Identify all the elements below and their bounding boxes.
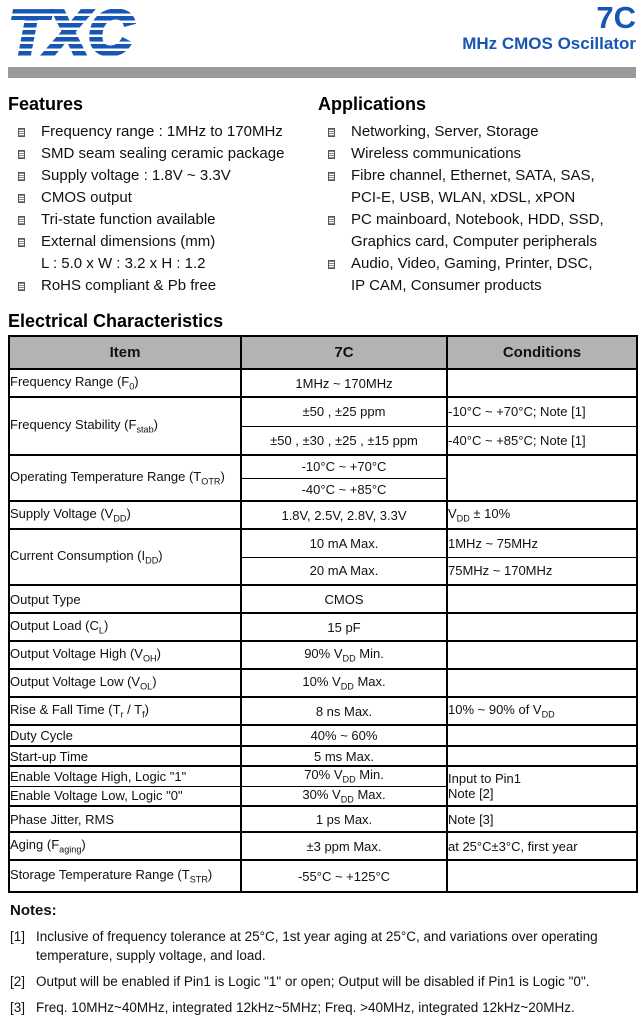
application-text: Wireless communications: [351, 145, 522, 162]
cell-item: Rise & Fall Time $(T_r / T_f)$: [9, 697, 241, 725]
notes-section: [8, 902, 636, 1017]
cell-conditions: [447, 725, 637, 746]
table-row: [9, 501, 637, 529]
feature-text: Frequency range : 1MHz to 170MHz: [41, 123, 283, 140]
list-item: [18, 165, 318, 187]
header-right: [462, 2, 636, 54]
note-ref: [1]: [10, 929, 26, 944]
cell-value: 1 ps Max.: [241, 806, 447, 832]
table-row: [9, 860, 637, 892]
cell-item: Supply Voltage $(V_{DD})$: [9, 501, 241, 529]
page-header: [8, 0, 636, 67]
table-row: [9, 669, 637, 697]
list-item: [18, 121, 318, 143]
list-item: [18, 143, 318, 165]
cell-item: Duty Cycle: [9, 725, 241, 746]
cell-conditions: 10% ~ 90% of $V_{DD}$: [447, 697, 637, 725]
list-item: [18, 231, 318, 275]
cell-value: ±3 ppm Max.: [241, 832, 447, 860]
square-bullet-icon: [18, 238, 25, 247]
cell-item: Frequency Range $(F_0)$: [9, 369, 241, 397]
cell-conditions: [447, 641, 637, 669]
feature-text: CMOS output: [41, 189, 132, 206]
square-bullet-icon: [328, 172, 335, 181]
note-item: [10, 972, 636, 991]
note-item: [10, 998, 636, 1017]
column-header-conditions: Conditions: [447, 336, 637, 369]
note-ref: [3]: [10, 1000, 26, 1015]
cell-value: 20 mA Max.: [241, 557, 447, 585]
note-text: Output will be enabled if Pin1 is Logic "1" or open; Output will be disabled if Pin1 is Logic "0".: [36, 974, 590, 989]
cell-value: 10 mA Max.: [241, 529, 447, 557]
list-item: [328, 143, 636, 165]
note-item: [10, 927, 636, 965]
feature-text: SMD seam sealing ceramic package: [41, 145, 285, 162]
cell-value: -40°C ~ +85°C: [241, 478, 447, 501]
list-item: [18, 275, 318, 297]
cell-value: 90% $V_{DD}$ Min.: [241, 641, 447, 669]
list-item: [328, 209, 636, 253]
table-row: [9, 455, 637, 478]
cell-conditions: Note [3]: [447, 806, 637, 832]
applications-title: Applications: [318, 94, 427, 114]
cell-item: Start-up Time: [9, 746, 241, 766]
list-item: [18, 209, 318, 231]
square-bullet-icon: [18, 216, 25, 225]
cell-item: Current Consumption $(I_{DD})$: [9, 529, 241, 585]
applications-column: [318, 94, 636, 297]
cell-item: Enable Voltage High, Logic "1": [9, 766, 241, 786]
cell-conditions: [447, 585, 637, 613]
product-name: 7C: [596, 0, 636, 35]
list-item: [328, 253, 636, 297]
table-row: [9, 725, 637, 746]
cell-value: 1.8V, 2.5V, 2.8V, 3.3V: [241, 501, 447, 529]
cell-conditions: -10°C ~ +70°C; Note [1]: [447, 397, 637, 426]
cell-item: Operating Temperature Range $(T_{OTR})$: [9, 455, 241, 501]
cell-conditions: [447, 669, 637, 697]
cell-conditions: $V_{DD} \pm 10\%$: [447, 501, 637, 529]
cell-value: ±50 , ±30 , ±25 , ±15 ppm: [241, 426, 447, 455]
cell-value: -55°C ~ +125°C: [241, 860, 447, 892]
table-row: [9, 832, 637, 860]
cell-value: CMOS: [241, 585, 447, 613]
table-row: [9, 641, 637, 669]
cell-conditions: [447, 860, 637, 892]
cell-value: 5 ms Max.: [241, 746, 447, 766]
cell-value: 40% ~ 60%: [241, 725, 447, 746]
feature-text: Tri-state function available: [41, 211, 216, 228]
note-text: Inclusive of frequency tolerance at 25°C, 1st year aging at 25°C, and variations over operating temperature, supply voltage, and load.: [36, 929, 598, 963]
table-row: [9, 529, 637, 557]
applications-list: [318, 121, 636, 297]
table-row: [9, 613, 637, 641]
cell-value: -10°C ~ +70°C: [241, 455, 447, 478]
feature-text: RoHS compliant & Pb free: [41, 277, 217, 294]
cell-item: Storage Temperature Range $(T_{STR})$: [9, 860, 241, 892]
cell-value: 30% $V_{DD}$ Max.: [241, 786, 447, 806]
table-row: [9, 766, 637, 786]
column-header-item: Item: [9, 336, 241, 369]
cell-item: Enable Voltage Low, Logic "0": [9, 786, 241, 806]
square-bullet-icon: [18, 150, 25, 159]
table-row: [9, 369, 637, 397]
table-row: [9, 397, 637, 426]
txc-logo: [8, 2, 158, 62]
list-item: [328, 121, 636, 143]
square-bullet-icon: [18, 128, 25, 137]
electrical-characteristics-title: Electrical Characteristics: [8, 311, 224, 331]
features-title: Features: [8, 94, 84, 114]
square-bullet-icon: [328, 260, 335, 269]
table-row: [9, 697, 637, 725]
table-header-row: [9, 336, 637, 369]
cell-value: 1MHz ~ 170MHz: [241, 369, 447, 397]
application-text: Audio, Video, Gaming, Printer, DSC, IP CAM, Consumer products: [351, 255, 593, 294]
cell-value: ±50 , ±25 ppm: [241, 397, 447, 426]
cell-conditions: [447, 455, 637, 501]
list-item: [18, 187, 318, 209]
square-bullet-icon: [328, 128, 335, 137]
list-item: [328, 165, 636, 209]
feature-text: External dimensions (mm) L : 5.0 x W : 3.2 x H : 1.2: [41, 233, 216, 272]
logo-text: TXC: [9, 2, 133, 62]
product-subtitle: MHz CMOS Oscillator: [462, 34, 636, 53]
cell-item: Aging $(F_{aging})$: [9, 832, 241, 860]
notes-title: Notes:: [10, 902, 57, 919]
cell-conditions: [447, 746, 637, 766]
cell-item: Output Load $(C_L)$: [9, 613, 241, 641]
electrical-characteristics-table: [8, 335, 638, 893]
square-bullet-icon: [328, 216, 335, 225]
square-bullet-icon: [18, 282, 25, 291]
cell-item: Phase Jitter, RMS: [9, 806, 241, 832]
features-column: [8, 94, 318, 297]
cell-value: 10% $V_{DD}$ Max.: [241, 669, 447, 697]
cell-item: Output Voltage High $(V_{OH})$: [9, 641, 241, 669]
table-row: [9, 806, 637, 832]
application-text: Fibre channel, Ethernet, SATA, SAS, PCI-E, USB, WLAN, xDSL, xPON: [351, 167, 595, 206]
features-applications-section: [8, 94, 636, 297]
cell-item: Output Type: [9, 585, 241, 613]
cell-value: 8 ns Max.: [241, 697, 447, 725]
cell-value: 15 pF: [241, 613, 447, 641]
table-row: [9, 585, 637, 613]
cell-conditions: [447, 369, 637, 397]
cell-value: 70% $V_{DD}$ Min.: [241, 766, 447, 786]
feature-text: Supply voltage : 1.8V ~ 3.3V: [41, 167, 231, 184]
application-text: PC mainboard, Notebook, HDD, SSD, Graphics card, Computer peripherals: [351, 211, 604, 250]
cell-conditions: -40°C ~ +85°C; Note [1]: [447, 426, 637, 455]
column-header-7c: 7C: [241, 336, 447, 369]
header-divider-bar: [8, 67, 636, 78]
square-bullet-icon: [328, 150, 335, 159]
cell-conditions: 75MHz ~ 170MHz: [447, 557, 637, 585]
table-row: [9, 746, 637, 766]
square-bullet-icon: [18, 172, 25, 181]
features-list: [8, 121, 318, 297]
application-text: Networking, Server, Storage: [351, 123, 539, 140]
note-ref: [2]: [10, 974, 26, 989]
cell-conditions: Input to Pin1 Note [2]: [447, 766, 637, 806]
cell-conditions: at 25°C±3°C, first year: [447, 832, 637, 860]
cell-item: Frequency Stability $(F_{stab})$: [9, 397, 241, 455]
cell-item: Output Voltage Low $(V_{OL})$: [9, 669, 241, 697]
note-text: Freq. 10MHz~40MHz, integrated 12kHz~5MHz; Freq. >40MHz, integrated 12kHz~20MHz.: [36, 1000, 575, 1015]
square-bullet-icon: [18, 194, 25, 203]
cell-conditions: 1MHz ~ 75MHz: [447, 529, 637, 557]
cell-conditions: [447, 613, 637, 641]
